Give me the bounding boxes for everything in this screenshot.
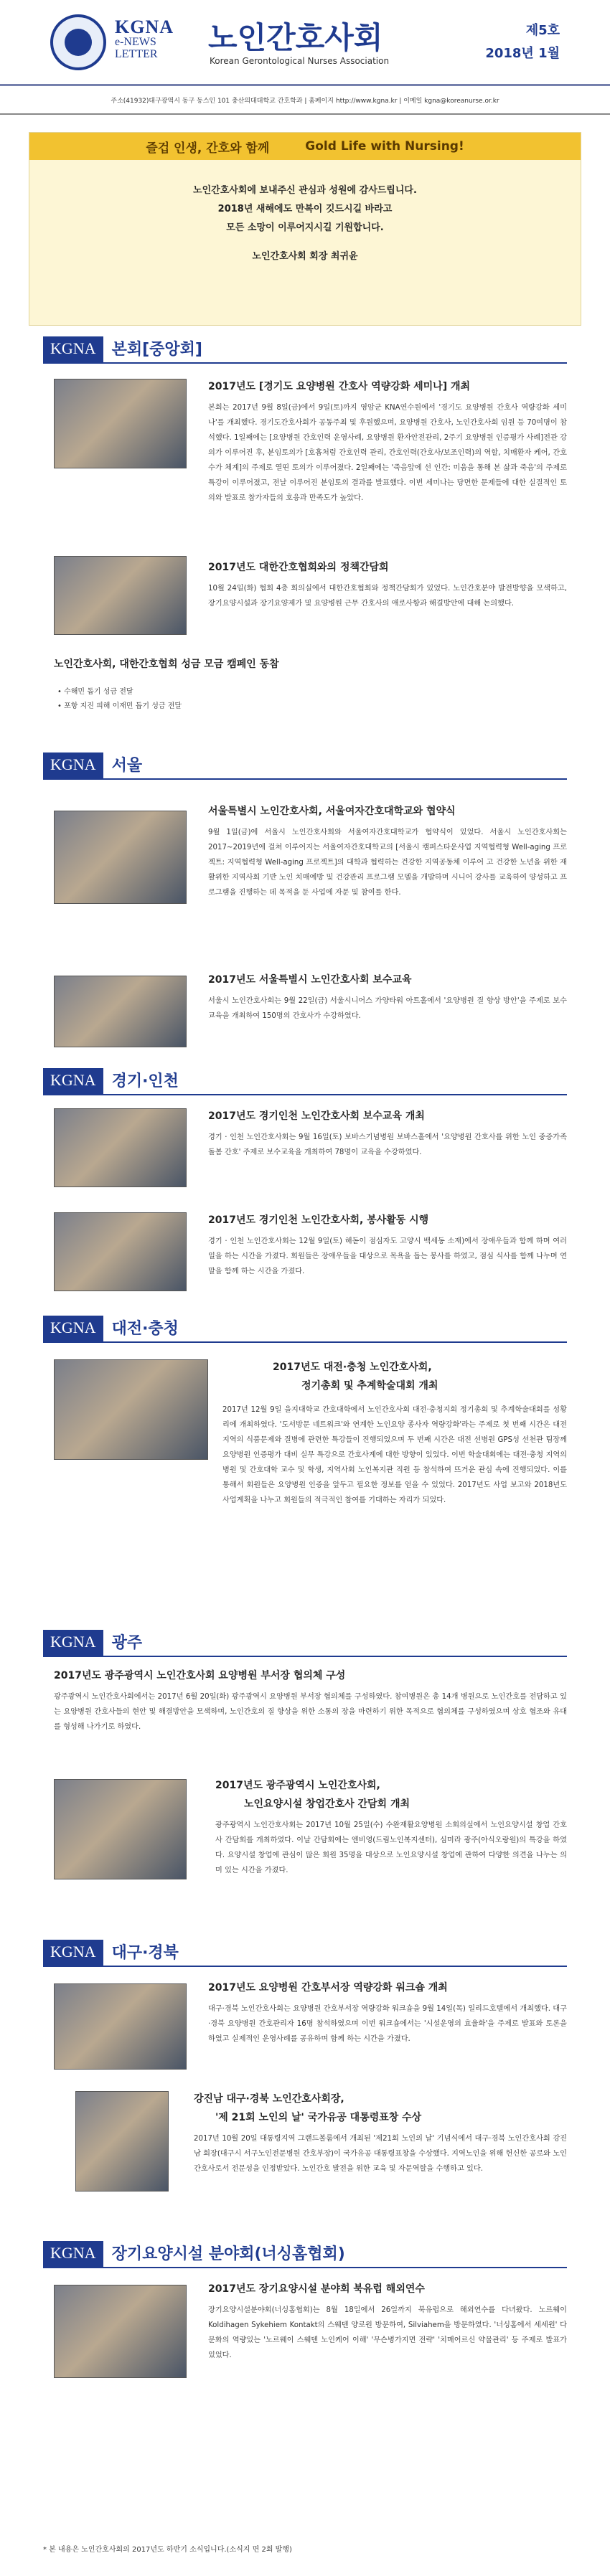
section-name: 경기·인천 (111, 1072, 179, 1090)
article-title: 2017년도 광주광역시 노인간호사회 요양병원 부서장 협의체 구성 (54, 1670, 346, 1681)
article-body: 대구·경북 노인간호사회는 요양병원 간호부서장 역량강화 워크숍을 9월 14일(목) 일리드호텔에서 개최했다. 대구·경북 요양병원 간호관리자 16명 참석하였으며 이번 워크숍에서는 '시설운영의 효율화'을 주제로 발표와 토론을 하였고 실제적인 운영사례를 공유하며 함께 하는 시간을 가졌다. (208, 2005, 567, 2043)
article-gyeonggi-education (208, 1108, 567, 1160)
page-subtitle: Korean Gerontological Nurses Association (210, 56, 390, 66)
section-header-hq (43, 334, 567, 364)
greeting-signature: 노인간호사회 회장 최귀윤 (252, 251, 358, 262)
section-header-daegu (43, 1937, 567, 1967)
article-title: 서울특별시 노인간호사회, 서울여자간호대학교와 협약식 (208, 806, 456, 817)
article-daejeon-meeting (43, 1359, 567, 1508)
article-title: 2017년도 대한간호협회와의 정책간담회 (208, 562, 389, 573)
article-body: 9월 1일(금)에 서울시 노인간호사회와 서울여자간호대학교가 협약식이 있었다. 서울시 노인간호사회는 2017~2019년에 걸쳐 이루어지는 서울여자간호대학교의 [서울시 캠퍼스타운사업 지역협력형 Well-aging 프로젝트: 지역협력형 Well-aging 프로젝트]의 대학과 협력하는 건강한 지역공동체 이루어 고 건강한 노년을 위한 재활위한 지역사회 기반 노인 치매예방 및 건강관리 프로그램 모델을 개발하며 시니어 강사를 교육하여 양성하고 프로그램을 진행하는 데 목적을 둔 사업에 자문 및 참여를 한다. (208, 829, 567, 897)
article-subtitle: 노인요양시설 창업간호사 간담회 개최 (244, 1798, 410, 1810)
issue-number: 제5호 (525, 23, 560, 38)
section-header-gwangju (43, 1627, 567, 1657)
section-tag: KGNA (43, 1940, 103, 1966)
article-body: 2017년 12월 9일 을지대학교 간호대학에서 노인간호사회 대전·충청지회 정기총회 및 추계학술대회를 성황리에 개최하였다. '도서방문 네트워크'와 연계한 노인요양 종사자 역량강화'라는 주제로 첫 번째 시간은 대전지역의 식품문제와 질병에 관련한 특강들이 진행되었으며 두 번째 시간은 대전 선병원 GPS성 선천관 팀장께 요양병원 인증평가 대비 실무 특강으로 간호사계에 대한 방향이 있었다. 이번 학술대회에는 대전·충청 지역의 병원 및 간호대학 교수 및 학생, 지역사회 노인복지관 직원 등 참석하여 뜨거운 관심 속에 진행되었다. 이를 통해서 회원들은 요양병원 인증을 앞두고 필요한 정보를 얻을 수 있었다. 2017년도 사업 보고와 2018년도 사업계획을 나누고 회원들의 적극적인 참여를 기대하는 자리가 되었다. (222, 1406, 567, 1504)
article-body: 2017년 10월 20일 대통령지역 그랜드볼룸에서 개최된 '제21회 노인의 날' 기념식에서 대구·경북 노인간호사회 강진남 회장(대구시 서구노인전문병원 간호부장)이 국가유공 대통령표창을 수상했다. 지역노인을 위해 헌신한 공로와 노인간호사로서 전문성을 인정받았다. 노인간호 발전을 위한 교육 및 자문역할을 수행하고 있다. (194, 2135, 567, 2173)
article-body: 광주광역시 노인간호사회는 2017년 10월 25일(수) 수완재활요양병원 소회의실에서 노인요양시설 창업 간호사 간담회를 개최하였다. 이날 간담회에는 엔비영(드림노인복지센터), 심미라 광주(아식오랑원)의 특강을 하였다. 요양시설 창업에 관심이 많은 회원 35명을 대상으로 노인요양시설 창업에 관하여 다양한 의견을 나누는 의미 있는 시간을 가졌다. (215, 1821, 567, 1874)
issue-info (474, 20, 560, 62)
article-gyeonggi-volunteer (208, 1212, 567, 1279)
section-header-gyeonggi (43, 1065, 567, 1095)
article-body: 경기 · 인천 노인간호사회는 9월 16일(토) 보바스기념병원 보바스홀에서 '요양병원 간호사를 위한 노인 중증가족 돌봄 간호' 주제로 보수교육을 개최하여 78명이 교육을 수강하였다. (208, 1133, 567, 1156)
article-title: 2017년도 대전·충청 노인간호사회, (273, 1362, 432, 1373)
article-daegu-award (194, 2091, 567, 2176)
article-title: 2017년도 서울특별시 노인간호사회 보수교육 (208, 974, 412, 986)
enews-text: e-NEWS (115, 36, 156, 49)
section-tag: KGNA (43, 2241, 103, 2267)
article-photo (54, 811, 187, 904)
section-name: 대구·경북 (111, 1944, 179, 1962)
article-donation (54, 656, 556, 678)
article-seminar (208, 379, 567, 506)
article-photo (54, 1983, 187, 2070)
article-title: 2017년도 경기인천 노인간호사회 보수교육 개최 (208, 1110, 425, 1122)
section-header-daejeon (43, 1313, 567, 1343)
article-photo (54, 1108, 187, 1187)
article-gwangju-council (54, 1668, 567, 1735)
article-photo (54, 1779, 187, 1879)
section-name: 대전·충청 (111, 1320, 179, 1338)
section-tag: KGNA (43, 1068, 103, 1094)
kgna-logo-text: KGNA (115, 16, 174, 37)
article-photo (75, 2091, 169, 2192)
section-name: 서울 (111, 757, 143, 775)
section-name: 장기요양시설 분야회(너싱홈협회) (111, 2245, 345, 2263)
donation-bullets (57, 685, 182, 714)
article-photo (54, 379, 187, 468)
article-subtitle: '제 21회 노인의 날' 국가유공 대통령표창 수상 (215, 2112, 422, 2123)
article-title: 2017년도 장기요양시설 분야회 북유럽 해외연수 (208, 2283, 425, 2295)
article-title: 2017년도 광주광역시 노인간호사회, (215, 1780, 380, 1791)
slogan-bar (29, 133, 581, 160)
article-ltc-overseas (208, 2281, 567, 2363)
article-photo (54, 976, 187, 1047)
article-gwangju-startup (215, 1778, 567, 1878)
article-body: 본회는 2017년 9월 8일(금)에서 9일(토)까지 영암군 KNA연수원에서 '경기도 요양병원 간호사 역량강화 세미나'를 개최했다. 경기도간호사회가 공동주최 및 후원했으며, 요양병원 간호사, 노인간호사회 임원 등 70여명이 참석했다. 1일째에는 [요양병원 간호인력 운영사례, 요양병원 환자안전관리, 2주기 요양병원 인증평가 사례]전관 강의가 이루어진 후, 분임토의가 [호흡처럼 간호인력 관리, 간호인력(간호사/보조인력)의 역할, 치매환자 케어, 간호수가 체계]의 주제로 열띤 토의가 이루어졌다. 2일째에는 '죽음앞에 선 인간: 미움을 통해 본 삶과 죽음'의 주제로 특강이 이루어졌고, 전날 이루어진 분임토의 결과를 발표했다. 이번 세미나는 당면한 문제들에 대한 실질적인 토의와 발표로 참가자들의 호응과 만족도가 높았다. (208, 404, 567, 502)
footer-note: * 본 내용은 노인간호사회의 2017년도 하반기 소식입니다.(소식지 면 2회 발행) (43, 2546, 292, 2554)
article-photo (54, 556, 187, 635)
article-policy-meeting (208, 560, 567, 611)
letter-text: LETTER (115, 48, 158, 61)
bullet-item: • 포항 지진 피해 이재민 돕기 성금 전달 (57, 702, 182, 710)
article-title: 강진남 대구·경북 노인간호사회장, (194, 2093, 344, 2105)
article-title: 노인간호사회, 대한간호협회 성금 모금 캠페인 동참 (54, 659, 279, 670)
article-body: 경기 · 인천 노인간호사회는 12월 9일(토) 해돋이 점심자도 고양시 백세동 소재)에서 장애우들과 함께 하며 여러 일을 하는 시간을 가졌다. 회원들은 장애우들을 대상으로 목욕을 돕는 봉사를 하였고, 점심 식사를 함께 나누며 연말을 함께 하는 시간을 가졌다. (208, 1237, 567, 1275)
association-seal (50, 14, 106, 70)
section-tag: KGNA (43, 336, 103, 362)
page-title: 노인간호사회 (208, 20, 383, 55)
greeting-message (29, 160, 581, 266)
kgna-logo (115, 17, 174, 61)
article-body: 10월 24일(화) 협회 4층 회의실에서 대한간호협회와 정책간담회가 있었다. 노인간호분야 발전방향을 모색하고, 장기요양시설과 장기요양제가 및 요양병원 근무 간호사의 애로사항과 해결방안에 대해 논의했다. (208, 585, 567, 608)
section-tag: KGNA (43, 1630, 103, 1656)
issue-date: 2018년 1월 (485, 46, 560, 61)
article-body: 광주광역시 노인간호사회에서는 2017년 6월 20일(화) 광주광역시 요양병원 부서장 협의체를 구성하였다. 참여병원은 총 14개 병원으로 노인간호를 전담하고 있는 요양병원 간호사들의 현안 및 해결방안을 모색하며, 노인간호의 질 향상을 위한 소통의 장을 마련하기 위한 목적으로 협의체를 구성하였으며 상호 협조와 유대를 형성해 나가기로 하였다. (54, 1693, 567, 1731)
article-subtitle: 정기총회 및 추계학술대회 개최 (301, 1380, 438, 1392)
article-title: 2017년도 경기인천 노인간호사회, 봉사활동 시행 (208, 1214, 429, 1226)
section-name: 본회[중앙회] (111, 341, 202, 359)
section-tag: KGNA (43, 752, 103, 778)
article-title: 2017년도 [경기도 요양병원 간호사 역량강화 세미나] 개최 (208, 381, 471, 392)
article-seoul-agreement (208, 803, 567, 900)
greeting-line: 2018년 새해에도 만복이 깃드시길 바라고 (217, 204, 393, 214)
article-photo (54, 2285, 187, 2378)
greeting-line: 노인간호사회에 보내주신 관심과 성원에 감사드립니다. (193, 185, 417, 196)
article-body: 장기요양시설분야회(너싱홈협회)는 8월 18일에서 26일까지 북유럽으로 해외연수를 다녀왔다. 노르웨이 Koldihagen Sykehiem Kontakt의 스웨덴 양로원 방문하여, Silviahem을 방문하였다. '너싱홈에서 세세원' 다문화의 역량있는 '노르웨이 스웨덴 노인케어 이해' '무슨병가지면 전략' '치매어르신 약물관리' 등 주제로 발표가 있었다. (208, 2306, 567, 2359)
slogan-english: Gold Life with Nursing! (305, 139, 464, 154)
bullet-item: • 수해민 돕기 성금 전달 (57, 688, 133, 696)
article-title: 2017년도 요양병원 간호부서장 역량강화 워크숍 개최 (208, 1982, 448, 1994)
section-header-seoul (43, 750, 567, 780)
section-tag: KGNA (43, 1316, 103, 1341)
slogan-korean: 즐겁 인생, 간호와 함께 (146, 141, 270, 156)
article-body: 서울시 노인간호사회는 9월 22일(금) 서울시니어스 가양타워 아트홀에서 '요양병원 질 향상 방안'을 주제로 보수교육을 개최하여 150명의 간호사가 수강하였다. (208, 997, 567, 1020)
article-daegu-workshop (208, 1980, 567, 2047)
contact-line: 주소(41932)대구광역시 동구 동스인 101 충산의대대학교 간호학과 | 홈페이지 http://www.kgna.kr | 이메일 kgna@koreanurse.or.kr (0, 86, 610, 115)
masthead (0, 0, 610, 86)
section-header-ltc (43, 2238, 567, 2268)
article-seoul-education (208, 972, 567, 1024)
greeting-line: 모든 소망이 이루어지시길 기원합니다. (226, 222, 384, 233)
section-name: 광주 (111, 1634, 143, 1652)
article-photo (54, 1212, 187, 1291)
greeting-box (29, 132, 581, 326)
